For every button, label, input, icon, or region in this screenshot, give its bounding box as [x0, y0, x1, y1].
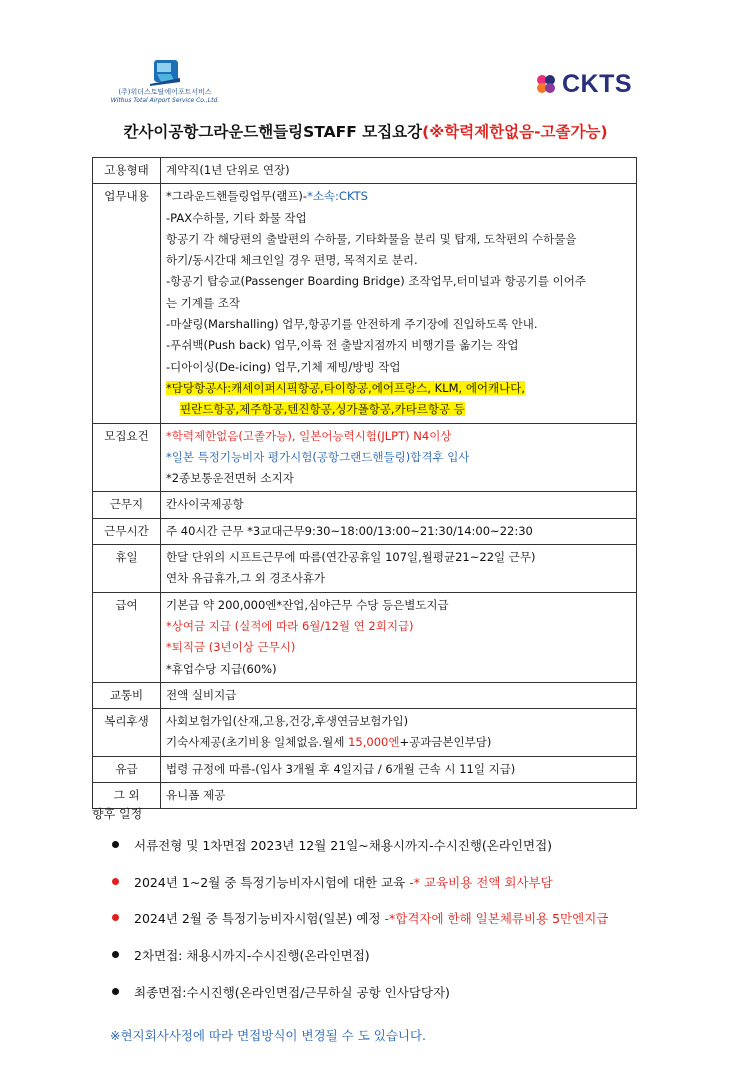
holiday-line: 한달 단위의 시프트근무에 따름(연간공휴일 107일,월평균21~22일 근무): [166, 550, 536, 565]
row-label-hours: 근무시간: [93, 518, 161, 544]
duties-affiliation: *소속:CKTS: [307, 189, 368, 204]
table-row: [93, 709, 637, 757]
holiday-line: 연차 유급휴가,그 외 경조사휴가: [166, 571, 326, 586]
row-value-employment: [161, 158, 637, 184]
duties-line: -푸쉬백(Push back) 업무,이륙 전 출발지점까지 비행기를 옮기는 작업: [166, 338, 519, 353]
row-value-paid-leave: [161, 756, 637, 782]
recruitment-table: [92, 157, 637, 809]
title-main: 칸사이공항그라운드핸들링STAFF 모집요강: [123, 123, 423, 141]
ckts-logo: [536, 66, 632, 102]
row-label-holidays: 휴일: [93, 545, 161, 593]
row-value-salary: [161, 592, 637, 682]
schedule-item-highlight: -*합격자에 한해 일본체류비용 5만엔지급: [384, 911, 609, 927]
withus-logo-english: Withus Total Airport Service Co.,Ltd.: [110, 97, 220, 104]
bullet-icon: [112, 914, 119, 921]
interview-note: ※현지회사사정에 따라 면접방식이 변경될 수 도 있습니다.: [110, 1028, 427, 1043]
salary-line: *휴업수당 지급(60%): [166, 661, 277, 676]
schedule-item-text: 최종면접:수시진행(온라인면접/근무하실 공항 인사담당자): [134, 984, 450, 1000]
schedule-list: [110, 836, 608, 1019]
duties-line: 는 기계를 조작: [166, 295, 240, 310]
table-row: [93, 592, 637, 682]
requirement-line: *2종보통운전면허 소지자: [166, 471, 294, 486]
duties-line: 항공기 각 해당편의 출발편의 수하물, 기타화물을 분리 및 탑재, 도착편의 수하물을: [166, 231, 577, 246]
salary-line: *상여금 지급 (실적에 따라 6월/12월 연 2회지급): [166, 618, 414, 633]
table-row: [93, 545, 637, 593]
withus-logo: [110, 58, 220, 108]
title-emphasis: (※학력제한없음-고졸가능): [422, 123, 608, 141]
duties-ground-handling: *그라운드핸들링업무(램프)-: [166, 189, 308, 204]
dormitory-utilities: +공과금본인부담): [399, 735, 492, 750]
row-label-transport: 교통비: [93, 682, 161, 708]
dormitory-text: 기숙사제공(초기비용 일체없음.월세: [166, 735, 349, 750]
row-label-employment: 고용형태: [93, 158, 161, 184]
hours-text: 주 40시간 근무 *3교대근무9:30~18:00/13:00~21:30/14:00~22:30: [166, 523, 533, 538]
duties-line: [166, 186, 631, 207]
duties-line: -PAX수하물, 기타 화물 작업: [166, 210, 307, 225]
row-value-holidays: [161, 545, 637, 593]
row-value-location: [161, 492, 637, 518]
row-value-other: [161, 783, 637, 809]
row-value-welfare: [161, 709, 637, 757]
list-item: [110, 873, 608, 910]
schedule-item-highlight: -* 교육비용 전액 회사부담: [409, 874, 553, 890]
list-item: [110, 983, 608, 1020]
airlines-highlight: 핀란드항공,제주항공,텐진항공,싱가폴항공,카타르항공 등: [180, 402, 465, 417]
other-text: 유니폼 제공: [166, 788, 226, 803]
row-label-other: 그 외: [93, 783, 161, 809]
bullet-icon: [112, 878, 119, 885]
list-item: [110, 836, 608, 873]
row-label-duties: 업무내용: [93, 184, 161, 423]
requirement-line: *학력제한없음(고졸가능), 일본어능력시험(JLPT) N4이상: [166, 428, 452, 443]
duties-line: 하기/동시간대 체크인일 경우 편명, 목적지로 분리.: [166, 253, 418, 268]
row-value-hours: [161, 518, 637, 544]
table-row: [93, 682, 637, 708]
table-row: [93, 184, 637, 423]
schedule-item-text: 2024년 2월 중 특정기능비자시험(일본) 예정: [134, 911, 385, 927]
row-label-paid-leave: 유급: [93, 756, 161, 782]
duties-line: -마샬링(Marshalling) 업무,항공기를 안전하게 주기장에 진입하도록 안내.: [166, 317, 538, 332]
requirement-line: *일본 특정기능비자 평가시험(공항그랜드핸들링)합격후 입사: [166, 449, 470, 464]
transport-text: 전액 실비지급: [166, 687, 237, 702]
welfare-line: [166, 732, 631, 753]
airlines-line: [166, 378, 631, 399]
row-label-salary: 급여: [93, 592, 161, 682]
schedule-item-text: 2차면접: 채용시까지-수시진행(온라인면접): [134, 948, 370, 964]
row-value-transport: [161, 682, 637, 708]
table-row: [93, 783, 637, 809]
page-title: [0, 120, 731, 142]
schedule-title: 향후 일정: [92, 807, 143, 821]
duties-line: -디아이싱(De-icing) 업무,기체 제빙/방빙 작업: [166, 359, 401, 374]
row-value-duties: [161, 184, 637, 423]
bullet-icon: [112, 841, 119, 848]
row-label-welfare: 복리후생: [93, 709, 161, 757]
welfare-line: 사회보험가입(산재,고용,건강,후생연금보험가입): [166, 714, 409, 729]
employment-type-text: 계약직(1년 단위로 연장): [166, 163, 290, 177]
paid-leave-text: 법령 규정에 따름-(입사 3개월 후 4일지급 / 6개월 근속 시 11일 지급): [166, 761, 516, 776]
table-row: [93, 518, 637, 544]
table-row: [93, 756, 637, 782]
location-text: 칸사이국제공항: [166, 497, 244, 512]
schedule-item-text: 서류전형 및 1차면접 2023년 12월 21일~채용시까지-수시진행(온라인면접): [134, 838, 553, 853]
bullet-icon: [112, 951, 119, 958]
table-row: [93, 423, 637, 492]
withus-logo-korean: (주)위더스토탈에어포트서비스: [118, 88, 212, 96]
row-label-location: 근무지: [93, 492, 161, 518]
ckts-logo-mark-icon: [536, 74, 556, 94]
bullet-icon: [112, 988, 119, 995]
airlines-highlight: *담당항공사:캐세이퍼시픽항공,타이항공,에어프랑스, KLM, 에어캐나다,: [166, 380, 526, 395]
duties-line: -항공기 탑승교(Passenger Boarding Bridge) 조작업무,터미널과 항공기를 이어주: [166, 274, 586, 289]
schedule-item-text: 2024년 1~2월 중 특정기능비자시험에 대한 교육: [134, 874, 410, 890]
row-label-requirements: 모집요건: [93, 423, 161, 492]
table-row: [93, 492, 637, 518]
withus-logo-mark-icon: [148, 58, 182, 86]
row-value-requirements: [161, 423, 637, 492]
list-item: [110, 909, 608, 946]
dormitory-rent: 15,000엔: [348, 735, 400, 750]
table-row: [93, 158, 637, 184]
salary-line: 기본급 약 200,000엔*잔업,심야근무 수당 등은별도지급: [166, 597, 449, 612]
list-item: [110, 946, 608, 983]
salary-line: *퇴직금 (3년이상 근무시): [166, 640, 296, 655]
airlines-line: [166, 399, 631, 420]
ckts-logo-text: CKTS: [562, 69, 633, 98]
